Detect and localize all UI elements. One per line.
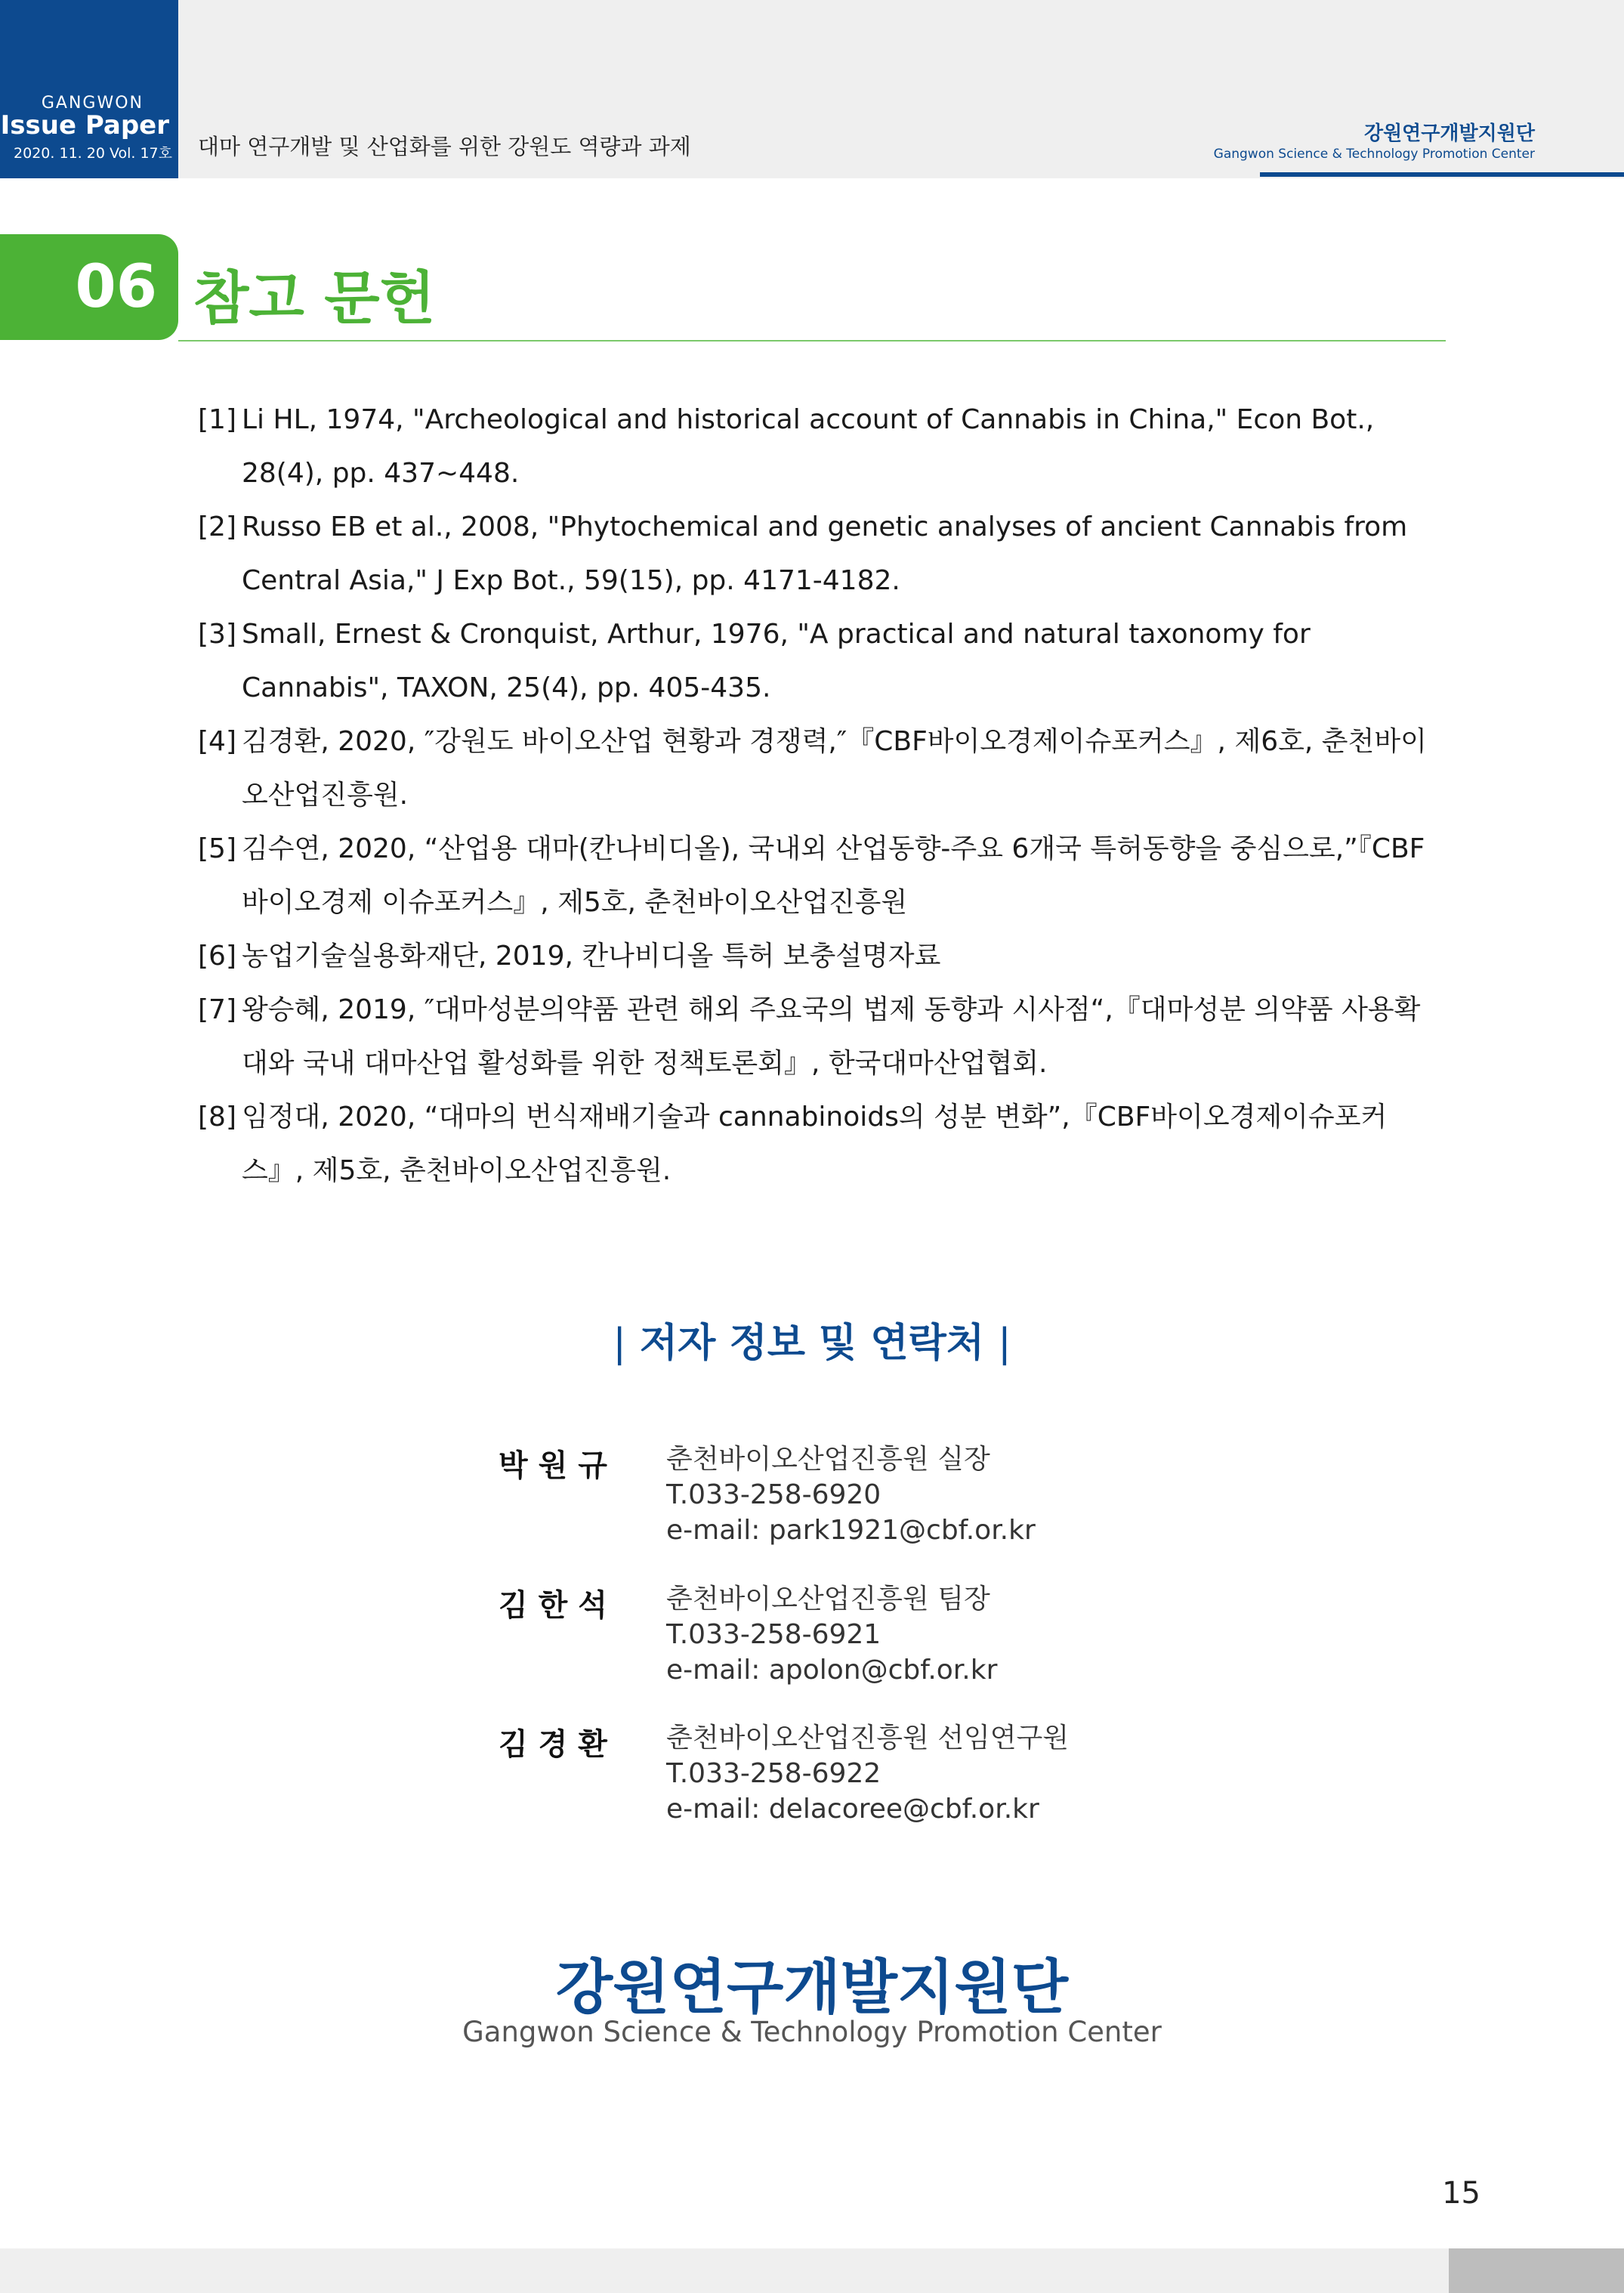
author-phone: T.033-258-6921 — [666, 1619, 881, 1650]
page-number: 15 — [1442, 2176, 1480, 2211]
reference-item — [198, 393, 1429, 500]
reference-text: Li HL, 1974, "Archeological and historical account of Cannabis in China," Econ Bot., 28(4), pp. 437~448. — [242, 404, 1375, 489]
reference-number: [4] — [198, 726, 236, 757]
author-details — [666, 1581, 997, 1688]
issue-date-volume: 2020. 11. 20 Vol. 17호 — [14, 145, 172, 162]
reference-number: [3] — [198, 619, 236, 650]
author-email[interactable]: e-mail: delacoree@cbf.or.kr — [666, 1794, 1039, 1825]
reference-text: Small, Ernest & Cronquist, Arthur, 1976, "A practical and natural taxonomy for Cannabis", TAXON, 25(4), pp. 405-435. — [242, 619, 1311, 703]
reference-number: [5] — [198, 833, 236, 864]
issue-paper-badge — [0, 0, 178, 178]
reference-text: Russo EB et al., 2008, "Phytochemical and genetic analyses of ancient Cannabis from Central Asia," J Exp Bot., 59(15), pp. 4171-4182. — [242, 511, 1408, 596]
author-email[interactable]: e-mail: apolon@cbf.or.kr — [666, 1655, 998, 1686]
header-org-english: Gangwon Science & Technology Promotion Center — [1213, 147, 1535, 162]
heading-bar-left: | — [613, 1321, 626, 1366]
header-accent-line — [1260, 172, 1624, 177]
reference-list — [198, 393, 1429, 1197]
author-name: 김한석 — [499, 1588, 618, 1623]
author-affiliation: 춘천바이오산업진흥원 선임연구원 — [666, 1723, 1070, 1754]
author-phone: T.033-258-6920 — [666, 1479, 881, 1510]
reference-text: 김수연, 2020, “산업용 대마(칸나비디올), 국내외 산업동향-주요 6개국 특허동향을 중심으로,”『CBF바이오경제 이슈포커스』, 제5호, 춘천바이오산업진흥원 — [242, 833, 1425, 918]
author-affiliation: 춘천바이오산업진흥원 팀장 — [666, 1584, 990, 1615]
reference-number: [6] — [198, 941, 236, 972]
heading-bar-right: | — [998, 1321, 1011, 1366]
reference-item — [198, 715, 1429, 822]
footer-band — [0, 2248, 1624, 2293]
author-info-heading — [0, 1311, 1624, 1367]
section-number: 06 — [0, 234, 178, 340]
footer-org-korean: 강원연구개발지원단 — [555, 1954, 1069, 2022]
issue-brand: GANGWON — [41, 94, 144, 113]
reference-text: 김경환, 2020, ″강원도 바이오산업 현황과 경쟁력,″『CBF바이오경제이슈포커스』, 제6호, 춘천바이오산업진흥원. — [242, 726, 1427, 811]
reference-number: [8] — [198, 1102, 236, 1133]
reference-item — [198, 822, 1429, 929]
section-divider — [178, 340, 1446, 341]
reference-number: [2] — [198, 511, 236, 542]
reference-item — [198, 500, 1429, 607]
author-name: 박원규 — [499, 1448, 618, 1483]
author-email[interactable]: e-mail: park1921@cbf.or.kr — [666, 1515, 1036, 1546]
reference-item — [198, 1090, 1429, 1197]
document-title: 대마 연구개발 및 산업화를 위한 강원도 역량과 과제 — [198, 134, 691, 159]
footer-band-accent — [1449, 2248, 1624, 2293]
reference-item — [198, 929, 1429, 983]
reference-item — [198, 607, 1429, 715]
author-details — [666, 1720, 1069, 1827]
header-org-korean: 강원연구개발지원단 — [1363, 122, 1535, 145]
author-info-heading-text: 저자 정보 및 연락처 — [639, 1321, 985, 1366]
reference-text: 왕승혜, 2019, ″대마성분의약품 관련 해외 주요국의 법제 동향과 시사점“,『대마성분 의약품 사용확대와 국내 대마산업 활성화를 위한 정책토론회』, 한국대마산업협회. — [242, 994, 1421, 1079]
section-title: 참고 문헌 — [193, 264, 436, 332]
reference-text: 농업기술실용화재단, 2019, 칸나비디올 특허 보충설명자료 — [242, 941, 941, 972]
reference-item — [198, 983, 1429, 1090]
author-phone: T.033-258-6922 — [666, 1758, 881, 1789]
footer-org-english: Gangwon Science & Technology Promotion Center — [462, 2016, 1162, 2048]
author-name: 김경환 — [499, 1727, 618, 1762]
reference-number: [7] — [198, 994, 236, 1025]
issue-series-title: Issue Paper — [0, 110, 169, 141]
reference-text: 임정대, 2020, “대마의 번식재배기술과 cannabinoids의 성분 변화”,『CBF바이오경제이슈포커스』, 제5호, 춘천바이오산업진흥원. — [242, 1102, 1388, 1186]
author-affiliation: 춘천바이오산업진흥원 실장 — [666, 1444, 990, 1475]
reference-number: [1] — [198, 404, 236, 435]
author-details — [666, 1442, 1036, 1548]
